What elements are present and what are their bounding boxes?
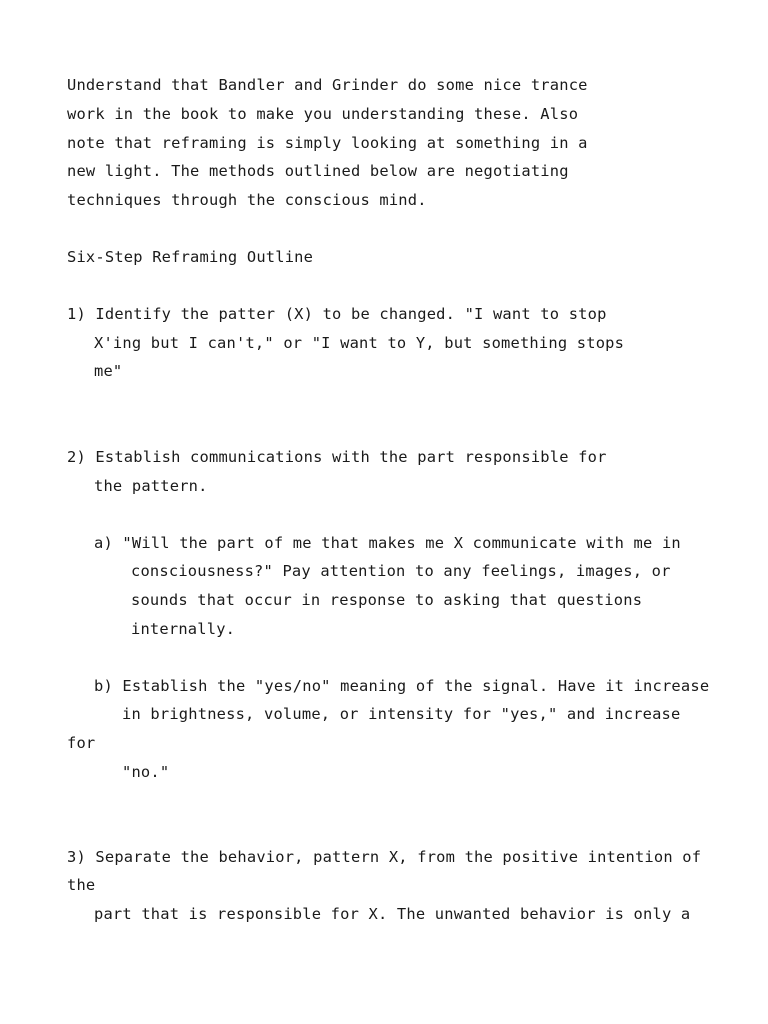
step2a-line-4: internally.: [131, 620, 236, 638]
step2b-line-1: b) Establish the "yes/no" meaning of the signal. Have it increase: [94, 677, 710, 695]
intro-line-4: new light. The methods outlined below are negotiating: [67, 162, 569, 180]
step2a-line-1: a) "Will the part of me that makes me X communicate with me in: [94, 534, 681, 552]
step2-line-2: the pattern.: [94, 477, 208, 495]
step2-line-1: 2) Establish communications with the part responsible for: [67, 448, 607, 466]
step3-line-1: 3) Separate the behavior, pattern X, from the positive intention of: [67, 848, 702, 866]
intro-line-5: techniques through the conscious mind.: [67, 191, 427, 209]
intro-line-2: work in the book to make you understanding these. Also: [67, 105, 579, 123]
step1-line-2: X'ing but I can't," or "I want to Y, but something stops: [94, 334, 625, 352]
step3-line-2: the: [67, 876, 96, 894]
intro-line-1: Understand that Bandler and Grinder do some nice trance: [67, 76, 588, 94]
step1-line-1: 1) Identify the patter (X) to be changed. "I want to stop: [67, 305, 607, 323]
section-heading: Six-Step Reframing Outline: [67, 248, 314, 266]
intro-line-3: note that reframing is simply looking at something in a: [67, 134, 588, 152]
step2a-line-3: sounds that occur in response to asking that questions: [131, 591, 643, 609]
step2b-line-2: in brightness, volume, or intensity for "yes," and increase: [122, 705, 681, 723]
step2b-line-4: "no.": [122, 763, 170, 781]
step2b-line-3: for: [67, 734, 96, 752]
step2a-line-2: consciousness?" Pay attention to any feelings, images, or: [131, 562, 671, 580]
step3-line-3: part that is responsible for X. The unwanted behavior is only a: [94, 905, 691, 923]
step1-line-3: me": [94, 362, 123, 380]
